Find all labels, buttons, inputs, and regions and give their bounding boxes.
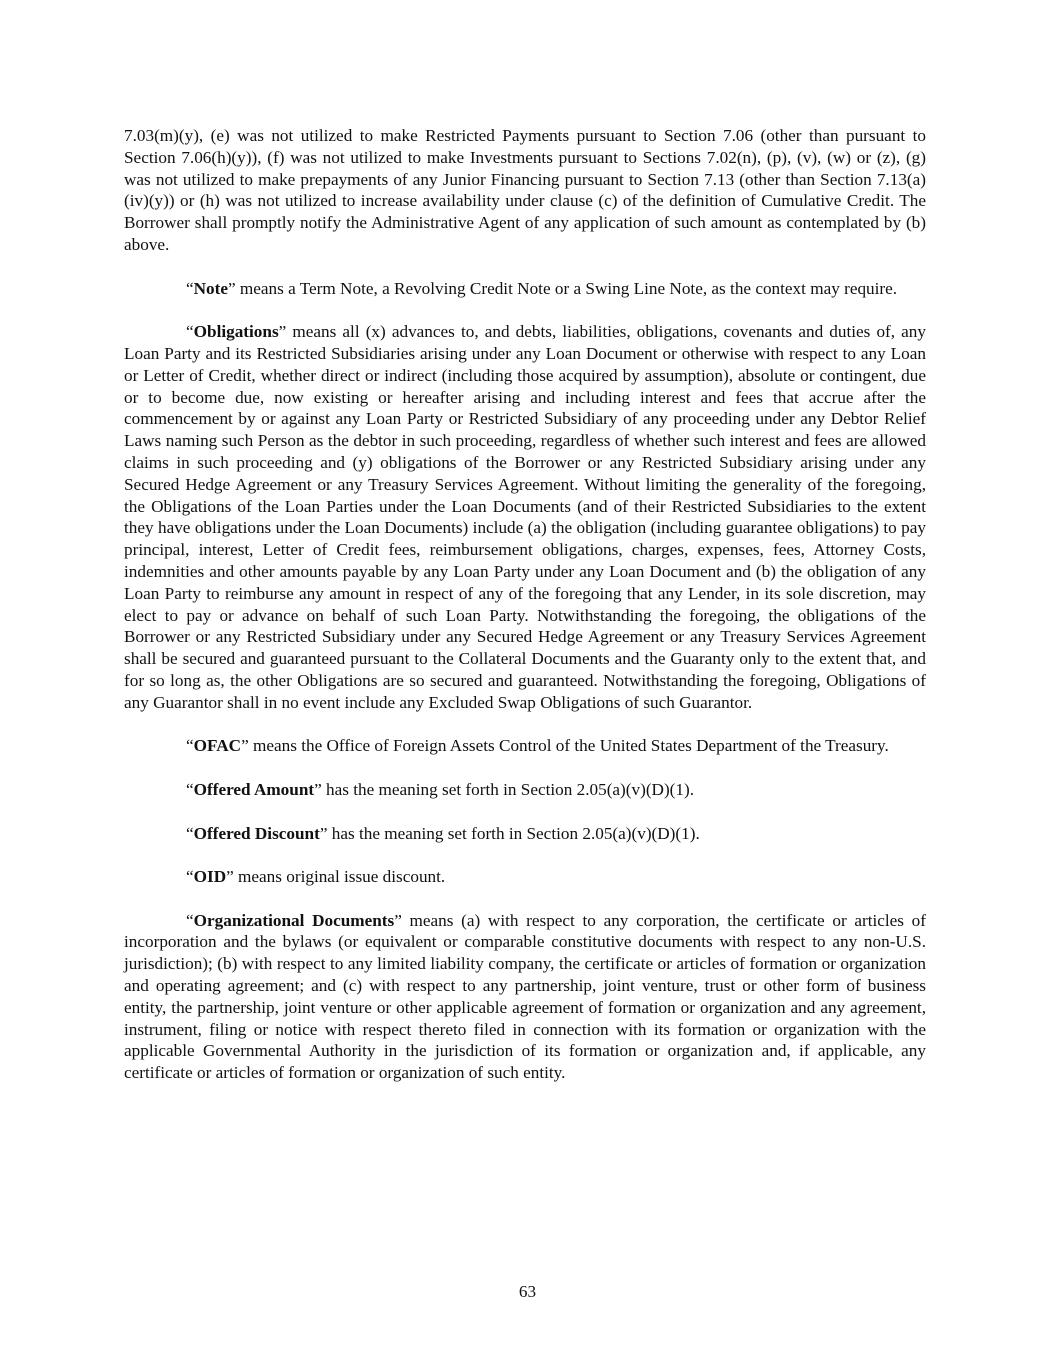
definition-text: ” has the meaning set forth in Section 2.05(a)(v)(D)(1). bbox=[319, 823, 700, 843]
defined-term: Offered Discount bbox=[193, 823, 320, 843]
defined-term: Organizational Documents bbox=[193, 910, 395, 930]
definition-text: ” means all (x) advances to, and debts, liabilities, obligations, covenants and duties of, any Loan Party and its Restricted Subsidiaries arising under any Loan Document or otherwise with respect to any Loan or Letter of Credit, whether direct or indirect (including those acquired by assumption), absolute or contingent, due or to become due, now existing or hereafter arising and including interest and fees that accrue after the commencement by or against any Loan Party or Restricted Subsidiary of any proceeding under any Debtor Relief Laws naming such Person as the debtor in such proceeding, regardless of whether such interest and fees are allowed claims in such proceeding and (y) obligations of the Borrower or any Restricted Subsidiary arising under any Secured Hedge Agreement or any Treasury Services Agreement. Without limiting the generality of the foregoing, the Obligations of the Loan Parties under the Loan Documents (and of their Restricted Subsidiaries to the extent they have obligations under the Loan Documents) include (a) the obligation (including guarantee obligations) to pay principal, interest, Letter of Credit fees, reimbursement obligations, charges, expenses, fees, Attorney Costs, indemnities and other amounts payable by any Loan Party under any Loan Document and (b) the obligation of any Loan Party to reimburse any amount in respect of any of the foregoing that any Lender, in its sole discretion, may elect to pay or advance on behalf of such Loan Party. Notwithstanding the foregoing, the obligations of the Borrower or any Restricted Subsidiary under any Secured Hedge Agreement or any Treasury Services Agreement shall be secured and guaranteed pursuant to the Collateral Documents and the Guaranty only to the extent that, and for so long as, the other Obligations are so secured and guaranteed. Notwithstanding the foregoing, Obligations of any Guarantor shall in no event include any Excluded Swap Obligations of such Guarantor. bbox=[124, 322, 926, 712]
open-quote: “ bbox=[186, 867, 194, 887]
definition-obligations bbox=[124, 321, 926, 713]
definition-text: ” means original issue discount. bbox=[226, 867, 446, 887]
definition-text: ” means a Term Note, a Revolving Credit Note or a Swing Line Note, as the context may require. bbox=[228, 278, 898, 298]
definition-oid bbox=[124, 866, 926, 888]
definition-note bbox=[124, 278, 926, 300]
open-quote: “ bbox=[186, 779, 194, 799]
open-quote: “ bbox=[186, 910, 194, 930]
defined-term: Note bbox=[193, 278, 228, 298]
defined-term: Obligations bbox=[193, 322, 279, 342]
definition-offered-discount bbox=[124, 823, 926, 845]
document-page bbox=[124, 125, 926, 1106]
definition-text: ” has the meaning set forth in Section 2.05(a)(v)(D)(1). bbox=[314, 779, 695, 799]
continuation-paragraph: 7.03(m)(y), (e) was not utilized to make Restricted Payments pursuant to Section 7.06 (other than pursuant to Section 7.06(h)(y)), (f) was not utilized to make Investments pursuant to Sections 7.02(n), (p), (v), (w) or (z), (g) was not utilized to make prepayments of any Junior Financing pursuant to Section 7.13 (other than Section 7.13(a)(iv)(y)) or (h) was not utilized to increase availability under clause (c) of the definition of Cumulative Credit. The Borrower shall promptly notify the Administrative Agent of any application of such amount as contemplated by (b) above. bbox=[124, 126, 926, 254]
definition-offered-amount bbox=[124, 779, 926, 801]
open-quote: “ bbox=[186, 322, 194, 342]
open-quote: “ bbox=[186, 823, 194, 843]
definition-organizational-documents bbox=[124, 910, 926, 1084]
open-quote: “ bbox=[186, 736, 194, 756]
defined-term: Offered Amount bbox=[193, 779, 315, 799]
defined-term: OID bbox=[193, 867, 227, 887]
definition-ofac bbox=[124, 735, 926, 757]
page-number: 63 bbox=[518, 1282, 537, 1301]
open-quote: “ bbox=[186, 278, 194, 298]
definition-text: ” means (a) with respect to any corporation, the certificate or articles of incorporation and the bylaws (or equivalent or comparable constitutive documents with respect to any non-U.S. jurisdiction); (b) with respect to any limited liability company, the certificate or articles of formation or organization and operating agreement; and (c) with respect to any partnership, joint venture, trust or other form of business entity, the partnership, joint venture or other applicable agreement of formation or organization and any agreement, instrument, filing or notice with respect thereto filed in connection with its formation or organization with the applicable Governmental Authority in the jurisdiction of its formation or organization and, if applicable, any certificate or articles of formation or organization of such entity. bbox=[124, 910, 927, 1083]
defined-term: OFAC bbox=[193, 736, 242, 756]
definition-text: ” means the Office of Foreign Assets Control of the United States Department of the Treasury. bbox=[241, 736, 889, 756]
